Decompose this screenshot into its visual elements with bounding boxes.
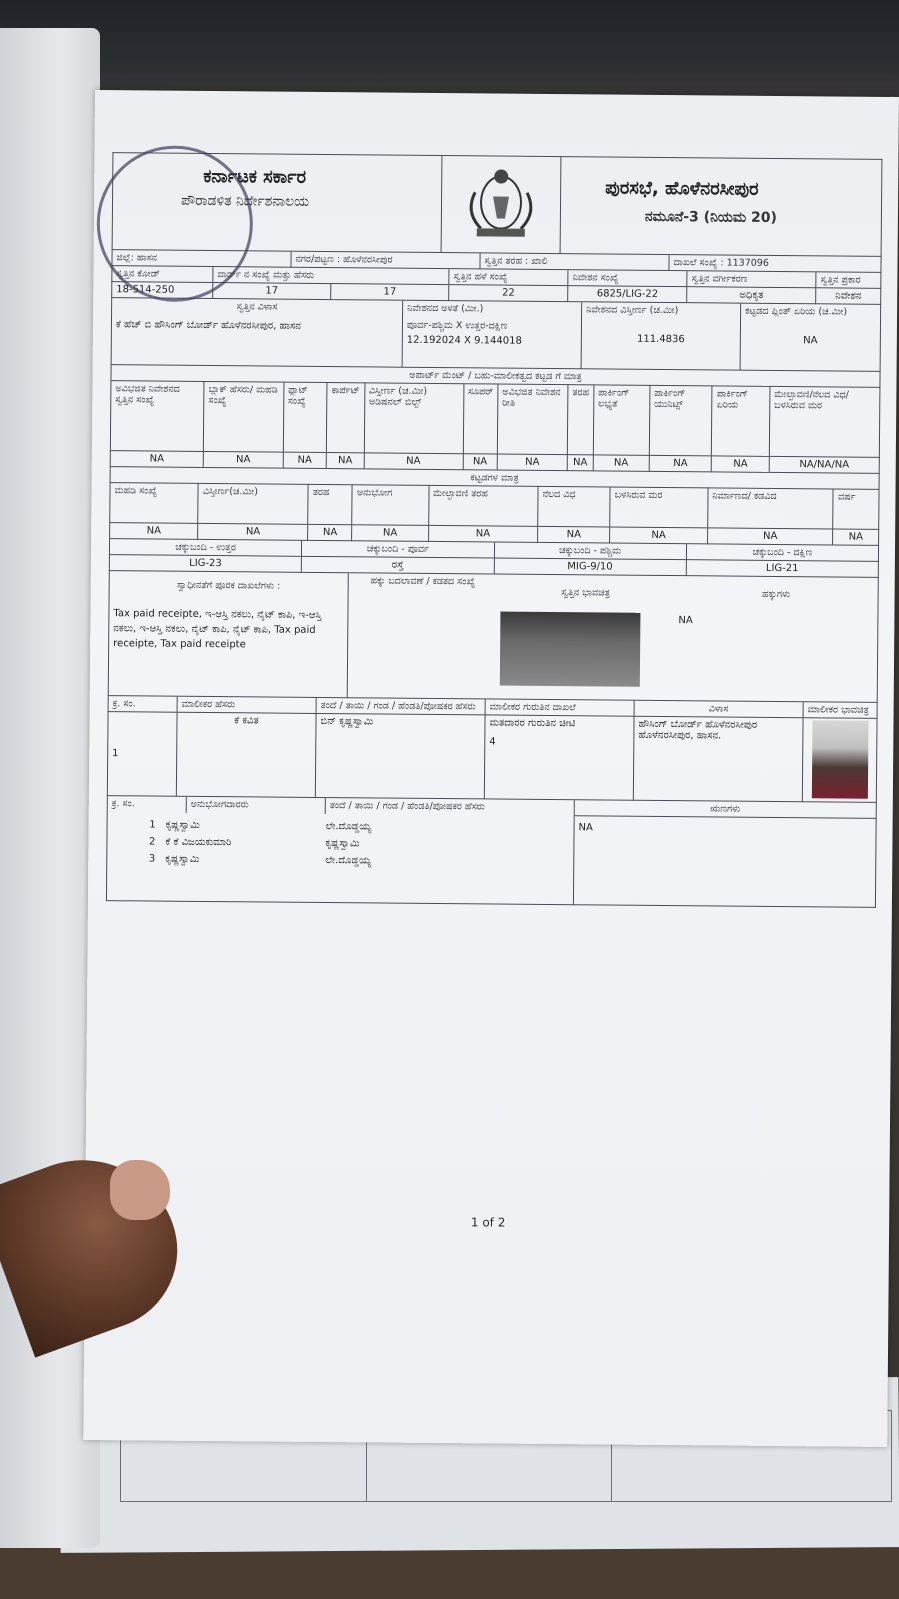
document-page [83,90,899,1447]
owner-id-doc: ಮತದಾರರ ಗುರುತಿನ ಚೀಟಿ [489,717,576,730]
building-value: NA [352,525,428,542]
building-value: NA [538,526,610,543]
address-table [111,298,882,372]
form-header [112,152,883,257]
apartment-value: NA [283,452,327,468]
property-type-label: ಸ್ವತ್ತಿನ ತರಹ : ಖಾಲಿ [480,253,669,270]
apartment-value: NA [110,451,203,468]
apartment-header: ಫ್ಲಾಟ್ ಸಂಖ್ಯೆ [283,382,327,452]
building-value: NA [610,527,708,544]
owner-id-no: 4 [489,736,496,748]
ward-name-value: 17 [331,284,449,301]
govt-title: ಕರ್ನಾಟಕ ಸರ್ಕಾರ [203,165,307,188]
building-value: NA [428,525,538,542]
apartment-value: NA/NA/NA [769,456,879,473]
occupant-name: ಕೆ ಕೆ ವಿಜಯಕುಮಾರಿ [165,836,232,848]
occupant-header-name: ಅನುಭೋಗದಾರರು [186,797,325,814]
documents-table [108,571,879,703]
apartment-header: ಪಾರ್ಕಿಂಗ್ ಲಭ್ಯತೆ [593,385,650,455]
property-photo-label: ಸ್ವತ್ತಿನ ಭಾವಚಿತ್ರ [561,587,611,599]
site-area-cell [581,302,741,370]
occupant-list [106,812,574,905]
apartment-value: NA [463,454,497,470]
apartment-header: ಕಾರ್ಪೆಟ್ [327,383,365,453]
occupant-sl: 1 [149,819,156,831]
building-header: ಬಳಸಿರುವ ಮರ [610,487,708,528]
plinth-area-label: ಕಟ್ಟಡದ ಪ್ಲಿಂತ್ ಏರಿಯ (ಚ.ಮೀ) [745,305,848,318]
occupant-sl: 3 [148,853,156,865]
ward-no-value: 17 [213,283,331,300]
apartment-header: ಸೂಪರ್ [463,384,498,454]
building-header: ಮಹಡಿ ಸಂಖ್ಯೆ [110,483,199,524]
owner-id-cell [484,715,634,800]
apartment-header: ಪಾರ್ಕಿಂಗ್ ಏರಿಯ [712,386,770,456]
supporting-docs-cell [108,571,348,698]
occupant-header-sl: ಕ್ರ. ಸಂ. [107,796,186,812]
property-kind-value: ನಿವೇಶನ [816,288,881,305]
owner-header-address: ವಿಳಾಸ [634,701,803,718]
building-header: ಮೇಲ್ಛಾವಣಿ ತರಹ [428,485,538,526]
site-area-value: 111.4836 [636,333,685,346]
occupant-sl: 2 [149,836,156,848]
plinth-area-cell [740,304,881,372]
dimensions-cell [402,301,582,369]
header-right [560,157,882,257]
apartment-header: ಮೇಲ್ಛಾವಣಿ/ನೆಲದ ವಿಧ/ಬಳಸಿರುವ ಮರ [769,386,880,457]
dimensions-sublabel: ಪೂರ್ವ-ಪಶ್ಚಿಮ X ಉತ್ತರ-ದಕ್ಷಿಣ [406,319,508,332]
district-label: ಜಿಲ್ಲೆ: ಹಾಸನ [112,250,291,267]
apartment-header: ಅವಿಭಜಿತ ನಿವೇಶನದ ಸ್ವತ್ತಿನ ಸಂಖ್ಯೆ [110,381,204,452]
building-header: ತರಹ [308,484,352,524]
property-form [106,152,883,1230]
building-header: ನೆಲದ ವಿಧ [538,486,610,527]
rights-cell [674,576,879,702]
property-code-value: 18-514-250 [112,282,213,299]
property-photo [500,612,641,687]
office-stamp [96,145,253,302]
boundary-west-label: ಚಕ್ಕುಬಂದಿ - ಪಶ್ಚಿಮ [494,542,686,559]
boundary-west-value: MIG-9/10 [494,558,686,576]
dimensions-label: ನಿವೇಶನದ ಅಳತೆ (ಮೀ.) [407,302,484,315]
apartment-value: NA [203,451,283,468]
registration-label: ದಾಖಲೆ ಸಂಖ್ಯೆ : [673,257,724,269]
property-kind-header: ಸ್ವತ್ತಿನ ಪ್ರಕಾರ [816,272,881,288]
building-header: ವರ್ಷ [833,489,879,529]
building-header: ನಿರ್ಮಾಣದ/ ಕಡವಿದ [707,488,833,529]
occupant-name: ಕೃಷ್ಣಸ್ವಾಮಿ [165,819,200,831]
apartment-table [110,365,881,474]
owner-header-name: ಮಾಲೀಕರ ಹೆಸರು [177,697,316,714]
site-no-value: 6825/LIG-22 [568,286,687,303]
address-label: ಸ್ವತ್ತಿನ ವಿಳಾಸ [236,301,278,313]
address-value: ಕೆ ಹೆಚ್ ಬಿ ಹೌಸಿಂಗ್ ಬೋರ್ಡ್ ಹೊಳೆನರಸೀಪುರ, ಹಾಸನ [115,319,301,332]
rights-value: NA [678,615,693,627]
building-value: NA [198,523,308,540]
liabilities-header: ಋಣಗಳು [574,800,876,818]
apartment-header: ವಿಸ್ತೀರ್ಣ (ಚ.ಮೀ) ಅಡಿಷನಲ್ ಬಿಲ್ಟ್ [364,383,464,454]
header-emblem-cell [441,156,561,254]
building-header: ಅನುಭೋಗ [352,485,428,526]
occupant-parent: ಕೃಷ್ಣಸ್ವಾಮಿ [325,837,360,849]
apartment-header: ತರಹ [567,385,593,455]
owner-parent: ಬಿನ್ ಕೃಷ್ಣಸ್ವಾಮಿ [315,713,485,798]
old-no-header: ಸ್ವತ್ತಿನ ಹಳೆ ಸಂಖ್ಯೆ [449,269,568,286]
header-left [112,153,442,253]
occupants-table [106,796,877,908]
occupant-header-parent: ತಂದೆ / ತಾಯಿ / ಗಂಡ / ಹೆಂಡತಿ/ಪೋಷಕರ ಹೆಸರು [325,798,574,816]
registration-value: 1137096 [726,257,769,269]
supporting-docs-value: Tax paid receipte, ಇ-ಆಸ್ತಿ ನಕಲು, ನೈಟ್ ಕಾಪಿ, ಇ-ಆಸ್ತಿ ನಕಲು, ಇ-ಆಸ್ತಿ ನಕಲು, ನೈಟ್ ಕಾಪಿ, ನೈಟ್ ಕಾಪಿ, Tax paid receipte, Tax paid receipte [113,608,322,651]
boundary-east-label: ಚಕ್ಕುಬಂದಿ - ಪೂರ್ವ [302,541,494,558]
ward-header: ವಾರ್ಡ್ ನ ಸಂಖ್ಯೆ ಮತ್ತು ಹೆಸರು [213,267,449,285]
address-cell [111,298,403,367]
owner-header-sl: ಕ್ರ. ಸಂ. [108,696,177,712]
building-value: NA [308,524,352,540]
apartment-header: ಅವಿಭಜಿತ ನಿವೇಶನ ರೀತಿ [497,384,568,455]
apartment-value: NA [364,453,463,470]
liabilities-cell [573,816,876,908]
apartment-header: ಪಾರ್ಕಿಂಗ್ ಯುನಿಟ್ಸ್ [649,385,712,456]
owner-header-photo: ಮಾಲೀಕರ ಭಾವಚಿತ್ರ [803,702,877,718]
site-area-label: ನಿವೇಶನದ ವಿಸ್ತೀರ್ಣ (ಚ.ಮೀ) [586,304,679,317]
occupant-parent: ಲೇ.ದೊಡ್ಡಯ್ಯ [325,820,372,832]
dimensions-value: 12.192024 X 9.144018 [406,334,522,347]
owner-photo [811,720,868,798]
classification-value: ಅಧಿಕೃತ [687,287,816,304]
occupant-row [115,850,565,871]
rights-label: ಹಕ್ಕುಗಳು [762,588,791,601]
registration-cell [669,255,881,272]
boundary-south-value: LIG-21 [686,560,878,578]
apartment-value: NA [712,456,770,473]
mutation-label: ಹಕ್ಕು ಬದಲಾವಣೆ / ಕಡತದ ಸಂಖ್ಯೆ [370,575,476,588]
building-value: NA [110,523,198,540]
owner-address: ಹೌಸಿಂಗ್ ಬೋರ್ಡ್ ಹೊಳೆನರಸೀಪುರ ಹೊಳೆನರಸೀಪುರ, ಹಾಸನ. [633,716,803,801]
boundary-north-label: ಚಕ್ಕುಬಂದಿ - ಉತ್ತರ [109,539,301,556]
building-table [109,467,880,546]
apartment-value: NA [593,455,649,471]
occupant-parent: ಲೇ.ದೊಡ್ಡಯ್ಯ [325,854,372,866]
apartment-value: NA [326,453,363,469]
apartment-value: NA [649,455,712,472]
thumb-nail [110,1160,170,1220]
classification-header: ಸ್ವತ್ತಿನ ವರ್ಗೀಕರಣ [687,271,816,288]
occupant-name: ಕೃಷ್ಣಸ್ವಾಮಿ [165,853,200,865]
building-section-title: ಕಟ್ಟಡಗಳ ಮಾತ್ರ [110,467,879,489]
mutation-cell [347,573,497,699]
town-label: ನಗರ/ಪಟ್ಟಣ : ಹೊಳೆನರಸೀಪುರ [291,252,480,269]
apartment-section-title: ಅಪಾರ್ಟ್ ಮೆಂಟ್ / ಬಹು-ಮಾಲೀಕತ್ವದ ಕಟ್ಟಡ ಗೆ ಮಾತ್ರ [111,365,880,387]
directorate-title: ಪೌರಾಡಳಿತ ನಿರ್ದೇಶನಾಲಯ [180,192,310,210]
owner-name: ಕೆ ಕವಿತ [176,712,316,797]
boundary-east-value: ರಸ್ತೆ [302,556,494,574]
apartment-header: ಬ್ಲಾಕ್ ಹೆಸರು/ ಮಹಡಿ ಸಂಖ್ಯೆ [203,381,283,452]
owner-header-id: ಮಾಲೀಕರ ಗುರುತಿನ ದಾಖಲೆ [485,699,634,716]
apartment-value: NA [497,454,567,471]
supporting-docs-label: ಸ್ವಾಧೀನತೆಗೆ ಪೂರಕ ದಾಖಲೆಗಳು : [177,579,281,592]
municipality-title: ಪುರಸಭೆ, ಹೊಳೆನರಸೀಪುರ [605,177,759,200]
property-photo-cell [496,575,675,701]
building-header: ವಿಸ್ತೀರ್ಣ(ಚ.ಮೀ) [198,483,308,524]
building-value: NA [833,529,879,545]
site-no-header: ನಿವೇಶನ ಸಂಖ್ಯೆ [568,270,687,287]
plinth-area-value: NA [803,335,818,347]
building-value: NA [707,528,833,545]
boundary-north-value: LIG-23 [109,555,301,573]
owner-header-parent: ತಂದೆ / ತಾಯಿ / ಗಂಡ / ಹೆಂಡತಿ/ಪೋಷಕರ ಹೆಸರು [316,698,485,715]
state-emblem-icon [461,162,542,241]
boundary-south-label: ಚಕ್ಕುಬಂದಿ - ದಕ್ಷಿಣ [686,544,878,561]
apartment-value: NA [567,455,593,471]
code-header: ಸ್ವತ್ತಿನ ಕೋಡ್ [112,266,213,282]
owners-table [107,696,878,803]
form-number: ನಮೂನೆ-3 (ನಿಯಮ 20) [644,208,778,226]
page-number: 1 of 2 [470,1215,506,1230]
owner-sl: 1 [107,712,177,797]
old-no-value: 22 [449,285,568,302]
owner-photo-cell [802,718,877,803]
liabilities-value: NA [578,822,593,834]
